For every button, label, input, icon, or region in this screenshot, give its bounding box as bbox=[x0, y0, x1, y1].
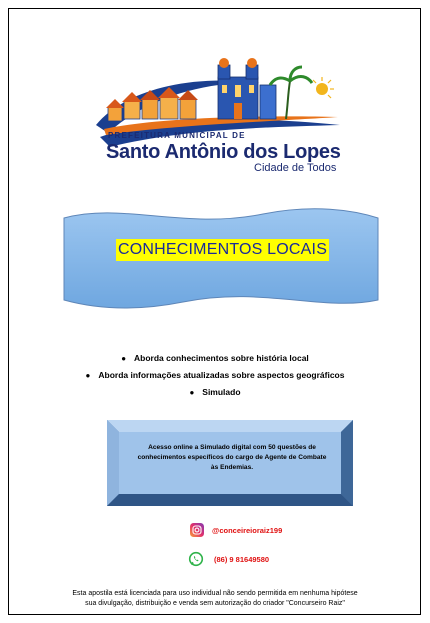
bullet-icon: ● bbox=[189, 388, 195, 397]
access-info-text: Acesso online a Simulado digital com 50 questões de conhecimentos específicos do cargo de Agente de Combate às Endemias. bbox=[137, 444, 327, 471]
logo-line-city-name: Santo Antônio dos Lopes bbox=[106, 141, 341, 163]
list-item: ● Aborda conhecimentos sobre história local bbox=[0, 350, 430, 367]
instagram-handle[interactable]: @conceireioraiz199 bbox=[212, 526, 283, 535]
list-item: ● Aborda informações atualizadas sobre aspectos geográficos bbox=[0, 367, 430, 384]
logo-line-prefeitura: PREFEITURA MUNICIPAL DE bbox=[108, 131, 246, 140]
instagram-icon bbox=[190, 523, 204, 537]
bullet-icon: ● bbox=[121, 354, 127, 363]
whatsapp-number[interactable]: (86) 9 81649580 bbox=[214, 555, 270, 564]
bullet-icon: ● bbox=[85, 371, 91, 380]
list-item: ● Simulado bbox=[0, 384, 430, 401]
banner-title: CONHECIMENTOS LOCAIS bbox=[116, 239, 329, 261]
license-footer: Esta apostila está licenciada para uso individual não sendo permitida em nenhuma hipótese sua divulgação, distribuição e venda sem autorização do criador "Concurseiro Raiz" bbox=[72, 590, 358, 607]
whatsapp-icon bbox=[188, 551, 204, 567]
logo-line-slogan: Cidade de Todos bbox=[254, 162, 337, 174]
features-list bbox=[0, 350, 430, 401]
